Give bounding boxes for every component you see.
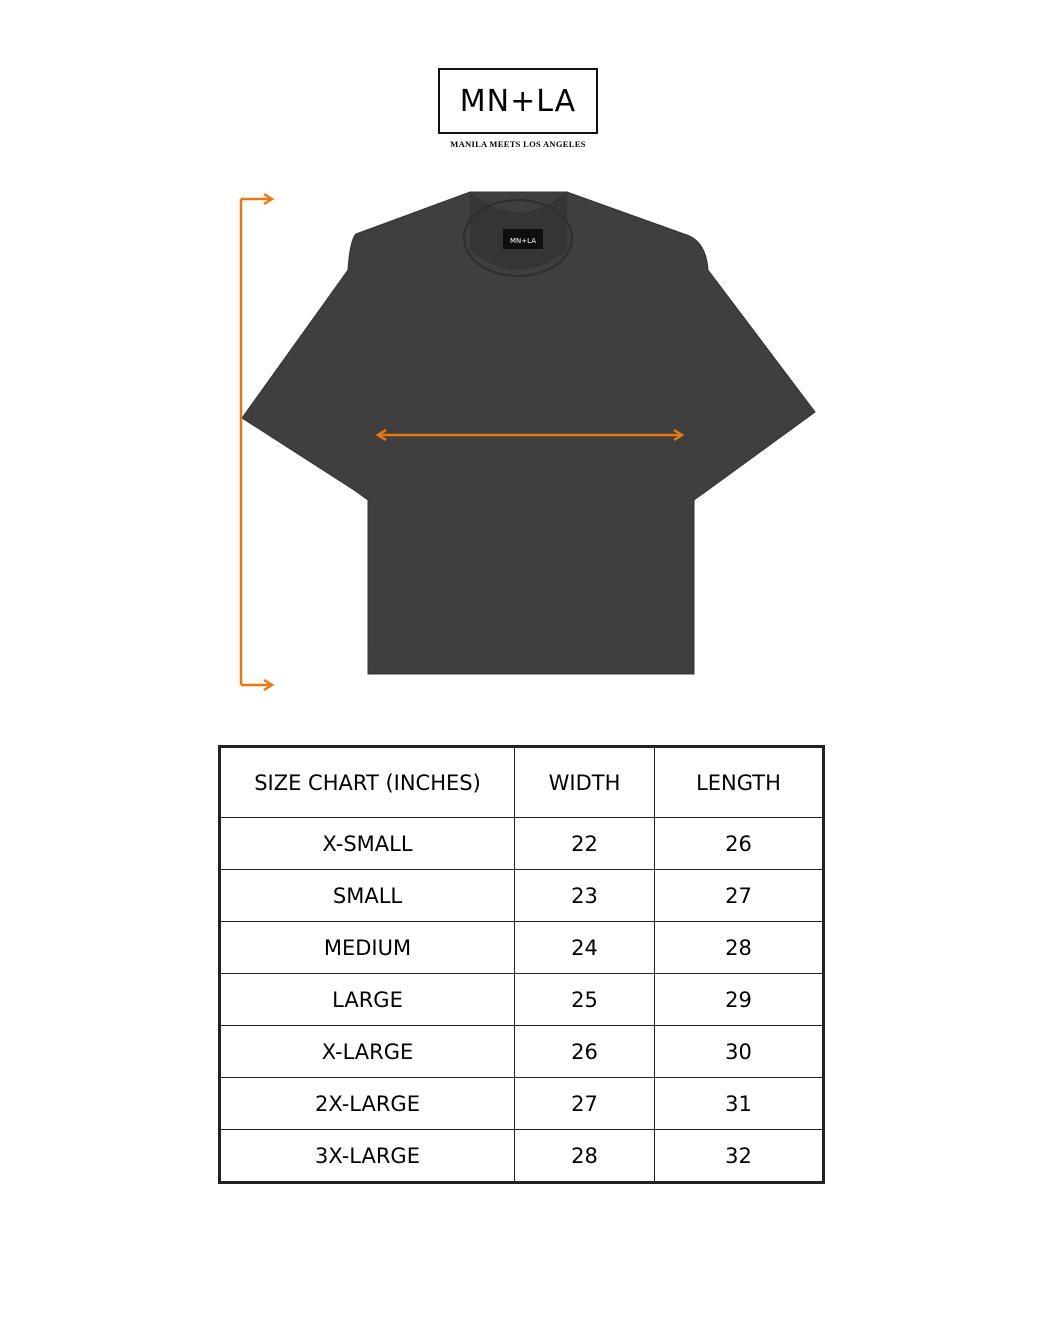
- width-cell: 27: [515, 1078, 655, 1130]
- width-cell: 26: [515, 1026, 655, 1078]
- table-row: [220, 1078, 824, 1130]
- table-row: [220, 818, 824, 870]
- table-header-row: [220, 747, 824, 818]
- size-chart-table: [218, 745, 825, 1184]
- width-cell: 22: [515, 818, 655, 870]
- length-cell: 32: [655, 1130, 824, 1183]
- length-cell: 27: [655, 870, 824, 922]
- length-arrow: [241, 194, 272, 690]
- width-cell: 24: [515, 922, 655, 974]
- header-width: WIDTH: [515, 747, 655, 818]
- size-cell: SMALL: [220, 870, 515, 922]
- size-cell: MEDIUM: [220, 922, 515, 974]
- length-cell: 29: [655, 974, 824, 1026]
- width-cell: 25: [515, 974, 655, 1026]
- size-cell: 2X-LARGE: [220, 1078, 515, 1130]
- header-length: LENGTH: [655, 747, 824, 818]
- length-cell: 31: [655, 1078, 824, 1130]
- header-size: SIZE CHART (INCHES): [220, 747, 515, 818]
- table-row: [220, 870, 824, 922]
- size-cell: LARGE: [220, 974, 515, 1026]
- length-cell: 28: [655, 922, 824, 974]
- size-cell: 3X-LARGE: [220, 1130, 515, 1183]
- neck-label-text: MN+LA: [510, 237, 536, 245]
- table-row: [220, 974, 824, 1026]
- logo-text: MN+LA: [459, 83, 577, 119]
- width-cell: 28: [515, 1130, 655, 1183]
- size-cell: X-LARGE: [220, 1026, 515, 1078]
- size-cell: X-SMALL: [220, 818, 515, 870]
- length-cell: 26: [655, 818, 824, 870]
- length-cell: 30: [655, 1026, 824, 1078]
- brand-tagline: MANILA MEETS LOS ANGELES: [450, 139, 586, 149]
- table-row: [220, 922, 824, 974]
- width-cell: 23: [515, 870, 655, 922]
- table-row: [220, 1026, 824, 1078]
- table-row: [220, 1130, 824, 1183]
